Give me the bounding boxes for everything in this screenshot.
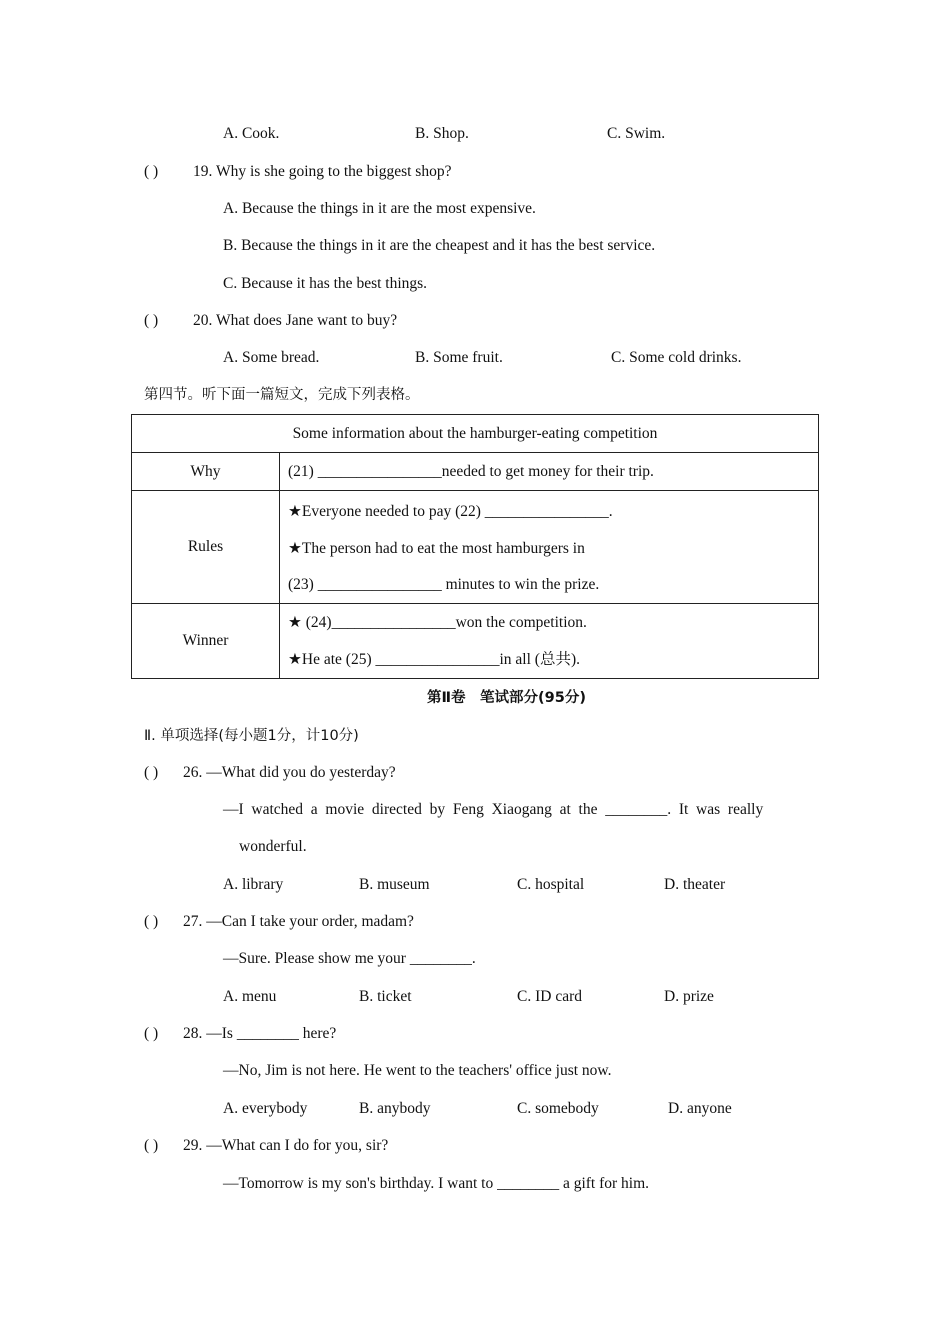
table-title: Some information about the hamburger-eating competition [132, 415, 819, 453]
table-row-winner [132, 604, 819, 679]
table-row-why [132, 453, 819, 491]
q29-stem: 29. —What can I do for you, sir? [183, 1137, 389, 1154]
part2-title: 第Ⅱ卷 笔试部分(95分) [427, 690, 586, 706]
q26-answer-paren: ( ) [144, 764, 159, 781]
blank-21-line: (21) ________________needed to get money for their trip. [288, 462, 654, 480]
q28-option-d: D. anyone [668, 1100, 732, 1117]
q26-stem: 26. —What did you do yesterday? [183, 764, 396, 781]
q19-stem: 19. Why is she going to the biggest shop? [193, 163, 452, 180]
row-label-why: Why [132, 453, 280, 491]
row-content-winner [280, 604, 819, 679]
q20-option-a: A. Some bread. [223, 349, 320, 366]
q27-option-a: A. menu [223, 988, 277, 1005]
q29-answer-paren: ( ) [144, 1137, 159, 1154]
blank-24-line: ★ (24)________________won the competition. [288, 613, 587, 631]
row-content-rules [280, 491, 819, 604]
q20-option-b: B. Some fruit. [415, 349, 503, 366]
q20-option-c: C. Some cold drinks. [611, 349, 742, 366]
q27-stem: 27. —Can I take your order, madam? [183, 913, 414, 930]
q28-option-a: A. everybody [223, 1100, 308, 1117]
q18-option-c: C. Swim. [607, 125, 666, 142]
q28-answer: —No, Jim is not here. He went to the teachers' office just now. [223, 1062, 612, 1079]
q28-option-c: C. somebody [517, 1100, 599, 1117]
row-content-why [280, 453, 819, 491]
q29-answer: —Tomorrow is my son's birthday. I want to ________ a gift for him. [223, 1175, 650, 1192]
q18-option-a: A. Cook. [223, 125, 280, 142]
rules-line-2: ★The person had to eat the most hamburgers in [288, 539, 585, 557]
q18-option-b: B. Shop. [415, 125, 469, 142]
q20-stem: 20. What does Jane want to buy? [193, 312, 398, 329]
q19-option-b: B. Because the things in it are the cheapest and it has the best service. [223, 237, 656, 254]
section2-heading: Ⅱ. 单项选择(每小题1分，计10分) [144, 728, 359, 744]
q27-option-b: B. ticket [359, 988, 412, 1005]
q26-option-c: C. hospital [517, 876, 585, 893]
q19-option-c: C. Because it has the best things. [223, 275, 428, 292]
table-row-rules [132, 491, 819, 604]
q28-option-b: B. anybody [359, 1100, 431, 1117]
q27-option-c: C. ID card [517, 988, 582, 1005]
q19-answer-paren: ( ) [144, 163, 159, 180]
row-label-rules: Rules [132, 491, 280, 604]
q26-answer-line-2: wonderful. [239, 838, 307, 855]
q26-answer-line-1: —I watched a movie directed by Feng Xiaogang at the ________. It was really [223, 801, 764, 818]
q19-option-a: A. Because the things in it are the most expensive. [223, 200, 536, 217]
q20-answer-paren: ( ) [144, 312, 159, 329]
section4-heading: 第四节。听下面一篇短文，完成下列表格。 [144, 387, 420, 403]
blank-25-line: ★He ate (25) ________________in all (总共). [288, 650, 580, 668]
q26-option-b: B. museum [359, 876, 430, 893]
q26-option-a: A. library [223, 876, 284, 893]
row-label-winner: Winner [132, 604, 280, 679]
blank-22-line: ★Everyone needed to pay (22) ________________. [288, 502, 613, 520]
q28-answer-paren: ( ) [144, 1025, 159, 1042]
blank-23-line: (23) ________________ minutes to win the prize. [288, 575, 600, 593]
q27-answer-paren: ( ) [144, 913, 159, 930]
q28-stem: 28. —Is ________ here? [183, 1025, 337, 1042]
q26-option-d: D. theater [664, 876, 726, 893]
info-table [131, 414, 819, 679]
q27-option-d: D. prize [664, 988, 714, 1005]
q27-answer: —Sure. Please show me your ________. [223, 950, 476, 967]
